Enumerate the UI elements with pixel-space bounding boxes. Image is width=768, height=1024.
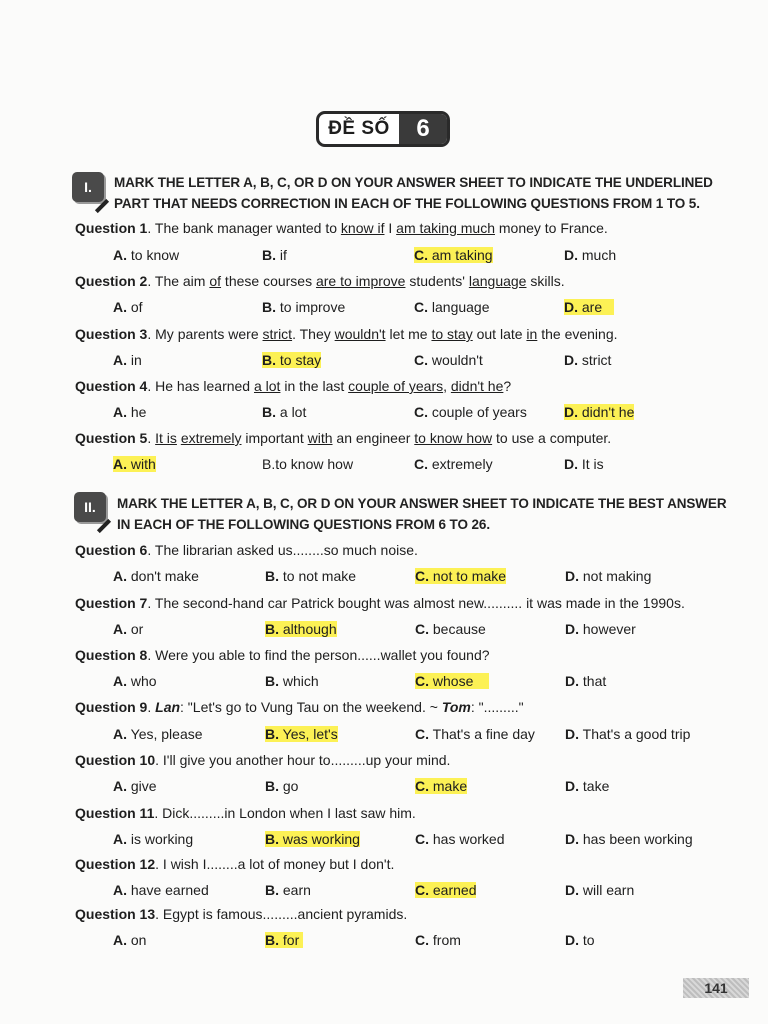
option-text: on: [130, 932, 147, 948]
option-c: [412, 831, 507, 847]
option-text: to know how: [275, 456, 354, 472]
option-text: Yes, let's: [282, 726, 338, 742]
question-text: . Egypt is famous.........ancient pyramids.: [155, 906, 408, 922]
option-text: have earned: [130, 882, 209, 898]
question-7: [75, 595, 685, 611]
question-label: Question 3: [75, 326, 148, 342]
section-1-icon-label: I.: [84, 179, 92, 195]
option-text: go: [282, 778, 299, 794]
question-text: the evening.: [537, 326, 618, 342]
section-2-heading-line1: MARK THE LETTER A, B, C, OR D ON YOUR ANSWER SHEET TO INDICATE THE BEST ANSWER: [117, 496, 727, 511]
option-letter: D.: [564, 404, 578, 420]
question-6: [75, 542, 418, 558]
option-letter: A.: [113, 247, 127, 263]
underlined-part: didn't he: [450, 378, 504, 394]
page-number: 141: [683, 978, 749, 998]
option-letter: A.: [113, 299, 127, 315]
option-a: [110, 932, 149, 948]
option-c: [412, 882, 479, 898]
option-text: It is: [581, 456, 604, 472]
underlined-part: extremely: [180, 430, 242, 446]
question-text: to use a computer.: [492, 430, 612, 446]
option-b: [262, 673, 322, 689]
option-c: [412, 778, 470, 794]
option-letter: A.: [113, 621, 127, 637]
option-text: make: [432, 778, 468, 794]
option-letter: A.: [113, 932, 127, 948]
option-text: of: [130, 299, 143, 315]
question-13: [75, 906, 407, 922]
question-text: . They: [292, 326, 335, 342]
option-d: [562, 621, 639, 637]
pencil-icon: [95, 199, 109, 213]
option-letter: D.: [565, 726, 579, 742]
question-label: Question 8: [75, 647, 148, 663]
section-1-heading: [114, 172, 713, 214]
option-text: give: [130, 778, 157, 794]
option-letter: C.: [415, 568, 429, 584]
option-text: strict: [581, 352, 612, 368]
option-a: [110, 673, 160, 689]
option-text: with: [130, 456, 156, 472]
option-c: [411, 456, 496, 472]
option-text: Yes, please: [130, 726, 203, 742]
option-a: [110, 831, 196, 847]
option-a: [110, 456, 159, 472]
option-text: take: [582, 778, 610, 794]
question-5: [75, 430, 611, 446]
option-letter: C.: [415, 882, 429, 898]
option-letter: A.: [113, 673, 127, 689]
option-text: don't make: [130, 568, 199, 584]
option-a: [110, 404, 149, 420]
question-label: Question 2: [75, 273, 148, 289]
question-text: . He has learned: [147, 378, 254, 394]
underlined-part: couple of years: [348, 378, 444, 394]
option-letter: A.: [113, 568, 127, 584]
option-letter: A.: [113, 831, 127, 847]
question-text: . Were you able to find the person......wallet you found?: [147, 647, 490, 663]
option-text: that: [582, 673, 607, 689]
question-text: let me: [385, 326, 432, 342]
option-text: to improve: [279, 299, 346, 315]
option-b: [262, 778, 301, 794]
option-c: [412, 726, 538, 742]
option-letter: B.: [262, 456, 276, 472]
option-text: from: [432, 932, 461, 948]
option-text: because: [432, 621, 486, 637]
option-letter: D.: [565, 568, 579, 584]
option-letter: B.: [265, 726, 279, 742]
question-label: Question 10: [75, 752, 156, 768]
option-text: is working: [130, 831, 194, 847]
option-a: [110, 568, 202, 584]
option-letter: C.: [415, 673, 429, 689]
option-letter: B.: [265, 932, 279, 948]
question-11: [75, 805, 416, 821]
option-text: which: [282, 673, 319, 689]
option-text: although: [282, 621, 337, 637]
option-letter: D.: [565, 673, 579, 689]
question-text: out late: [472, 326, 527, 342]
option-letter: D.: [564, 299, 578, 315]
option-text: to not make: [282, 568, 357, 584]
option-d: [562, 673, 609, 689]
exam-badge-number: 6: [399, 114, 447, 144]
option-c: [412, 932, 464, 948]
option-letter: C.: [414, 404, 428, 420]
option-letter: C.: [414, 247, 428, 263]
option-text: to: [582, 932, 595, 948]
option-letter: A.: [113, 778, 127, 794]
option-letter: D.: [565, 778, 579, 794]
option-letter: A.: [113, 456, 127, 472]
question-1: [75, 220, 608, 236]
question-9: [75, 699, 524, 715]
option-b: [259, 352, 324, 368]
option-letter: C.: [415, 726, 429, 742]
question-text: : ".........": [470, 699, 524, 715]
option-d: [562, 778, 612, 794]
option-letter: C.: [414, 456, 428, 472]
section-2-heading-line2: IN EACH OF THE FOLLOWING QUESTIONS FROM 6 TO 26.: [117, 517, 490, 532]
option-b: [262, 726, 341, 742]
question-text: I: [384, 220, 397, 236]
option-text: a lot: [279, 404, 307, 420]
option-c: [411, 352, 486, 368]
option-a: [110, 247, 182, 263]
option-letter: D.: [564, 456, 578, 472]
question-text: . I wish I........a lot of money but I don't.: [155, 856, 395, 872]
option-b: [262, 932, 306, 948]
option-text: to stay: [279, 352, 322, 368]
option-text: not making: [582, 568, 652, 584]
option-c: [412, 621, 489, 637]
question-label: Question 12: [75, 856, 156, 872]
question-text: . The bank manager wanted to: [147, 220, 341, 236]
section-2-heading: [117, 493, 726, 535]
question-text: . My parents were: [147, 326, 263, 342]
question-text: these courses: [221, 273, 316, 289]
underlined-part: to stay: [431, 326, 473, 342]
option-d: [562, 932, 598, 948]
option-text: or: [130, 621, 144, 637]
option-b: [259, 299, 348, 315]
question-text: ?: [503, 378, 512, 394]
question-label: Question 1: [75, 220, 148, 236]
option-letter: D.: [565, 831, 579, 847]
question-label: Question 5: [75, 430, 148, 446]
question-text: . The librarian asked us........so much noise.: [147, 542, 418, 558]
option-d: [562, 726, 693, 742]
option-a: [110, 726, 206, 742]
option-text: in: [130, 352, 142, 368]
option-c: [412, 568, 509, 584]
option-letter: C.: [414, 299, 428, 315]
section-1-heading-line2: PART THAT NEEDS CORRECTION IN EACH OF THE FOLLOWING QUESTIONS FROM 1 TO 5.: [114, 196, 700, 211]
option-text: are: [581, 299, 603, 315]
option-letter: C.: [415, 621, 429, 637]
option-d: [561, 456, 607, 472]
question-label: Question 9: [75, 699, 148, 715]
option-b: [262, 621, 340, 637]
question-label: Question 4: [75, 378, 148, 394]
underlined-part: to know how: [414, 430, 493, 446]
option-d: [561, 299, 617, 315]
option-c: [412, 673, 492, 689]
option-letter: C.: [414, 352, 428, 368]
option-d: [562, 882, 637, 898]
section-1-icon: [72, 172, 104, 202]
underlined-part: am taking much: [396, 220, 495, 236]
option-text: will earn: [582, 882, 635, 898]
option-letter: B.: [265, 882, 279, 898]
option-letter: C.: [415, 778, 429, 794]
question-text: . I'll give you another hour to.........up your mind.: [155, 752, 451, 768]
option-letter: C.: [415, 831, 429, 847]
option-text: That's a fine day: [432, 726, 535, 742]
option-text: much: [581, 247, 617, 263]
question-text: .: [147, 430, 156, 446]
speaker-name: Tom: [441, 699, 471, 715]
question-text: .: [147, 699, 156, 715]
option-d: [561, 404, 637, 420]
option-d: [562, 568, 654, 584]
underlined-part: a lot: [253, 378, 281, 394]
option-letter: A.: [113, 726, 127, 742]
option-text: wouldn't: [431, 352, 483, 368]
section-2-icon: [74, 492, 106, 522]
option-letter: B.: [265, 831, 279, 847]
option-a: [110, 778, 160, 794]
option-letter: D.: [565, 621, 579, 637]
question-text: ,: [443, 378, 451, 394]
option-letter: B.: [262, 247, 276, 263]
question-label: Question 13: [75, 906, 156, 922]
question-text: . The aim: [147, 273, 210, 289]
question-text: an engineer: [332, 430, 415, 446]
option-text: am taking: [431, 247, 493, 263]
pencil-icon: [97, 519, 111, 533]
option-letter: B.: [262, 299, 276, 315]
option-text: however: [582, 621, 636, 637]
section-1-heading-line1: MARK THE LETTER A, B, C, OR D ON YOUR ANSWER SHEET TO INDICATE THE UNDERLINED: [114, 175, 713, 190]
option-letter: C.: [415, 932, 429, 948]
option-text: not to make: [432, 568, 507, 584]
option-b: [262, 831, 363, 847]
question-8: [75, 647, 490, 663]
option-letter: B.: [262, 352, 276, 368]
option-text: earn: [282, 882, 311, 898]
option-text: who: [130, 673, 157, 689]
question-text: important: [241, 430, 308, 446]
option-a: [110, 621, 146, 637]
option-text: couple of years: [431, 404, 527, 420]
option-letter: B.: [265, 778, 279, 794]
option-c: [411, 404, 530, 420]
option-letter: A.: [113, 352, 127, 368]
underlined-part: language: [468, 273, 527, 289]
option-c: [411, 299, 493, 315]
question-label: Question 11: [75, 805, 155, 821]
option-b: [262, 568, 359, 584]
option-letter: D.: [565, 882, 579, 898]
option-b: [259, 404, 309, 420]
option-text: language: [431, 299, 490, 315]
option-a: [110, 299, 146, 315]
question-text: in the last: [280, 378, 349, 394]
option-letter: B.: [265, 568, 279, 584]
section-2-icon-label: II.: [84, 499, 96, 515]
option-text: for: [282, 932, 300, 948]
option-letter: B.: [262, 404, 276, 420]
underlined-part: in: [526, 326, 538, 342]
option-text: whose: [432, 673, 474, 689]
option-text: didn't he: [581, 404, 635, 420]
option-a: [110, 352, 145, 368]
option-text: he: [130, 404, 147, 420]
question-10: [75, 752, 450, 768]
option-b: [259, 456, 356, 472]
underlined-part: are to improve: [315, 273, 406, 289]
exam-badge-label: ĐỀ SỐ: [328, 118, 390, 139]
question-text: . Dick.........in London when I last saw him.: [154, 805, 416, 821]
option-a: [110, 882, 212, 898]
option-text: if: [279, 247, 287, 263]
option-text: to know: [130, 247, 180, 263]
option-d: [561, 352, 614, 368]
underlined-part: wouldn't: [334, 326, 386, 342]
speaker-name: Lan: [155, 699, 181, 715]
question-text: skills.: [526, 273, 565, 289]
underlined-part: with: [307, 430, 333, 446]
option-letter: B.: [265, 621, 279, 637]
option-letter: D.: [565, 932, 579, 948]
question-text: money to France.: [494, 220, 608, 236]
question-4: [75, 378, 511, 394]
option-text: earned: [432, 882, 477, 898]
option-b: [259, 247, 290, 263]
underlined-part: It is: [155, 430, 177, 446]
question-12: [75, 856, 394, 872]
option-letter: A.: [113, 882, 127, 898]
option-text: was working: [282, 831, 360, 847]
option-text: has been working: [582, 831, 693, 847]
underlined-part: know if: [340, 220, 385, 236]
option-text: has worked: [432, 831, 505, 847]
underlined-part: of: [209, 273, 222, 289]
option-text: extremely: [431, 456, 493, 472]
option-d: [561, 247, 619, 263]
question-2: [75, 273, 565, 289]
option-letter: D.: [564, 352, 578, 368]
option-d: [562, 831, 696, 847]
question-label: Question 6: [75, 542, 148, 558]
question-text: . The second-hand car Patrick bought was almost new.......... it was made in the 1990s.: [147, 595, 685, 611]
underlined-part: strict: [262, 326, 293, 342]
option-text: That's a good trip: [582, 726, 691, 742]
option-letter: D.: [564, 247, 578, 263]
option-c: [411, 247, 496, 263]
question-text: students': [405, 273, 469, 289]
option-letter: A.: [113, 404, 127, 420]
question-3: [75, 326, 618, 342]
option-letter: B.: [265, 673, 279, 689]
question-text: : "Let's go to Vung Tau on the weekend. ~: [180, 699, 442, 715]
question-label: Question 7: [75, 595, 148, 611]
option-b: [262, 882, 314, 898]
exam-badge: [316, 111, 450, 147]
